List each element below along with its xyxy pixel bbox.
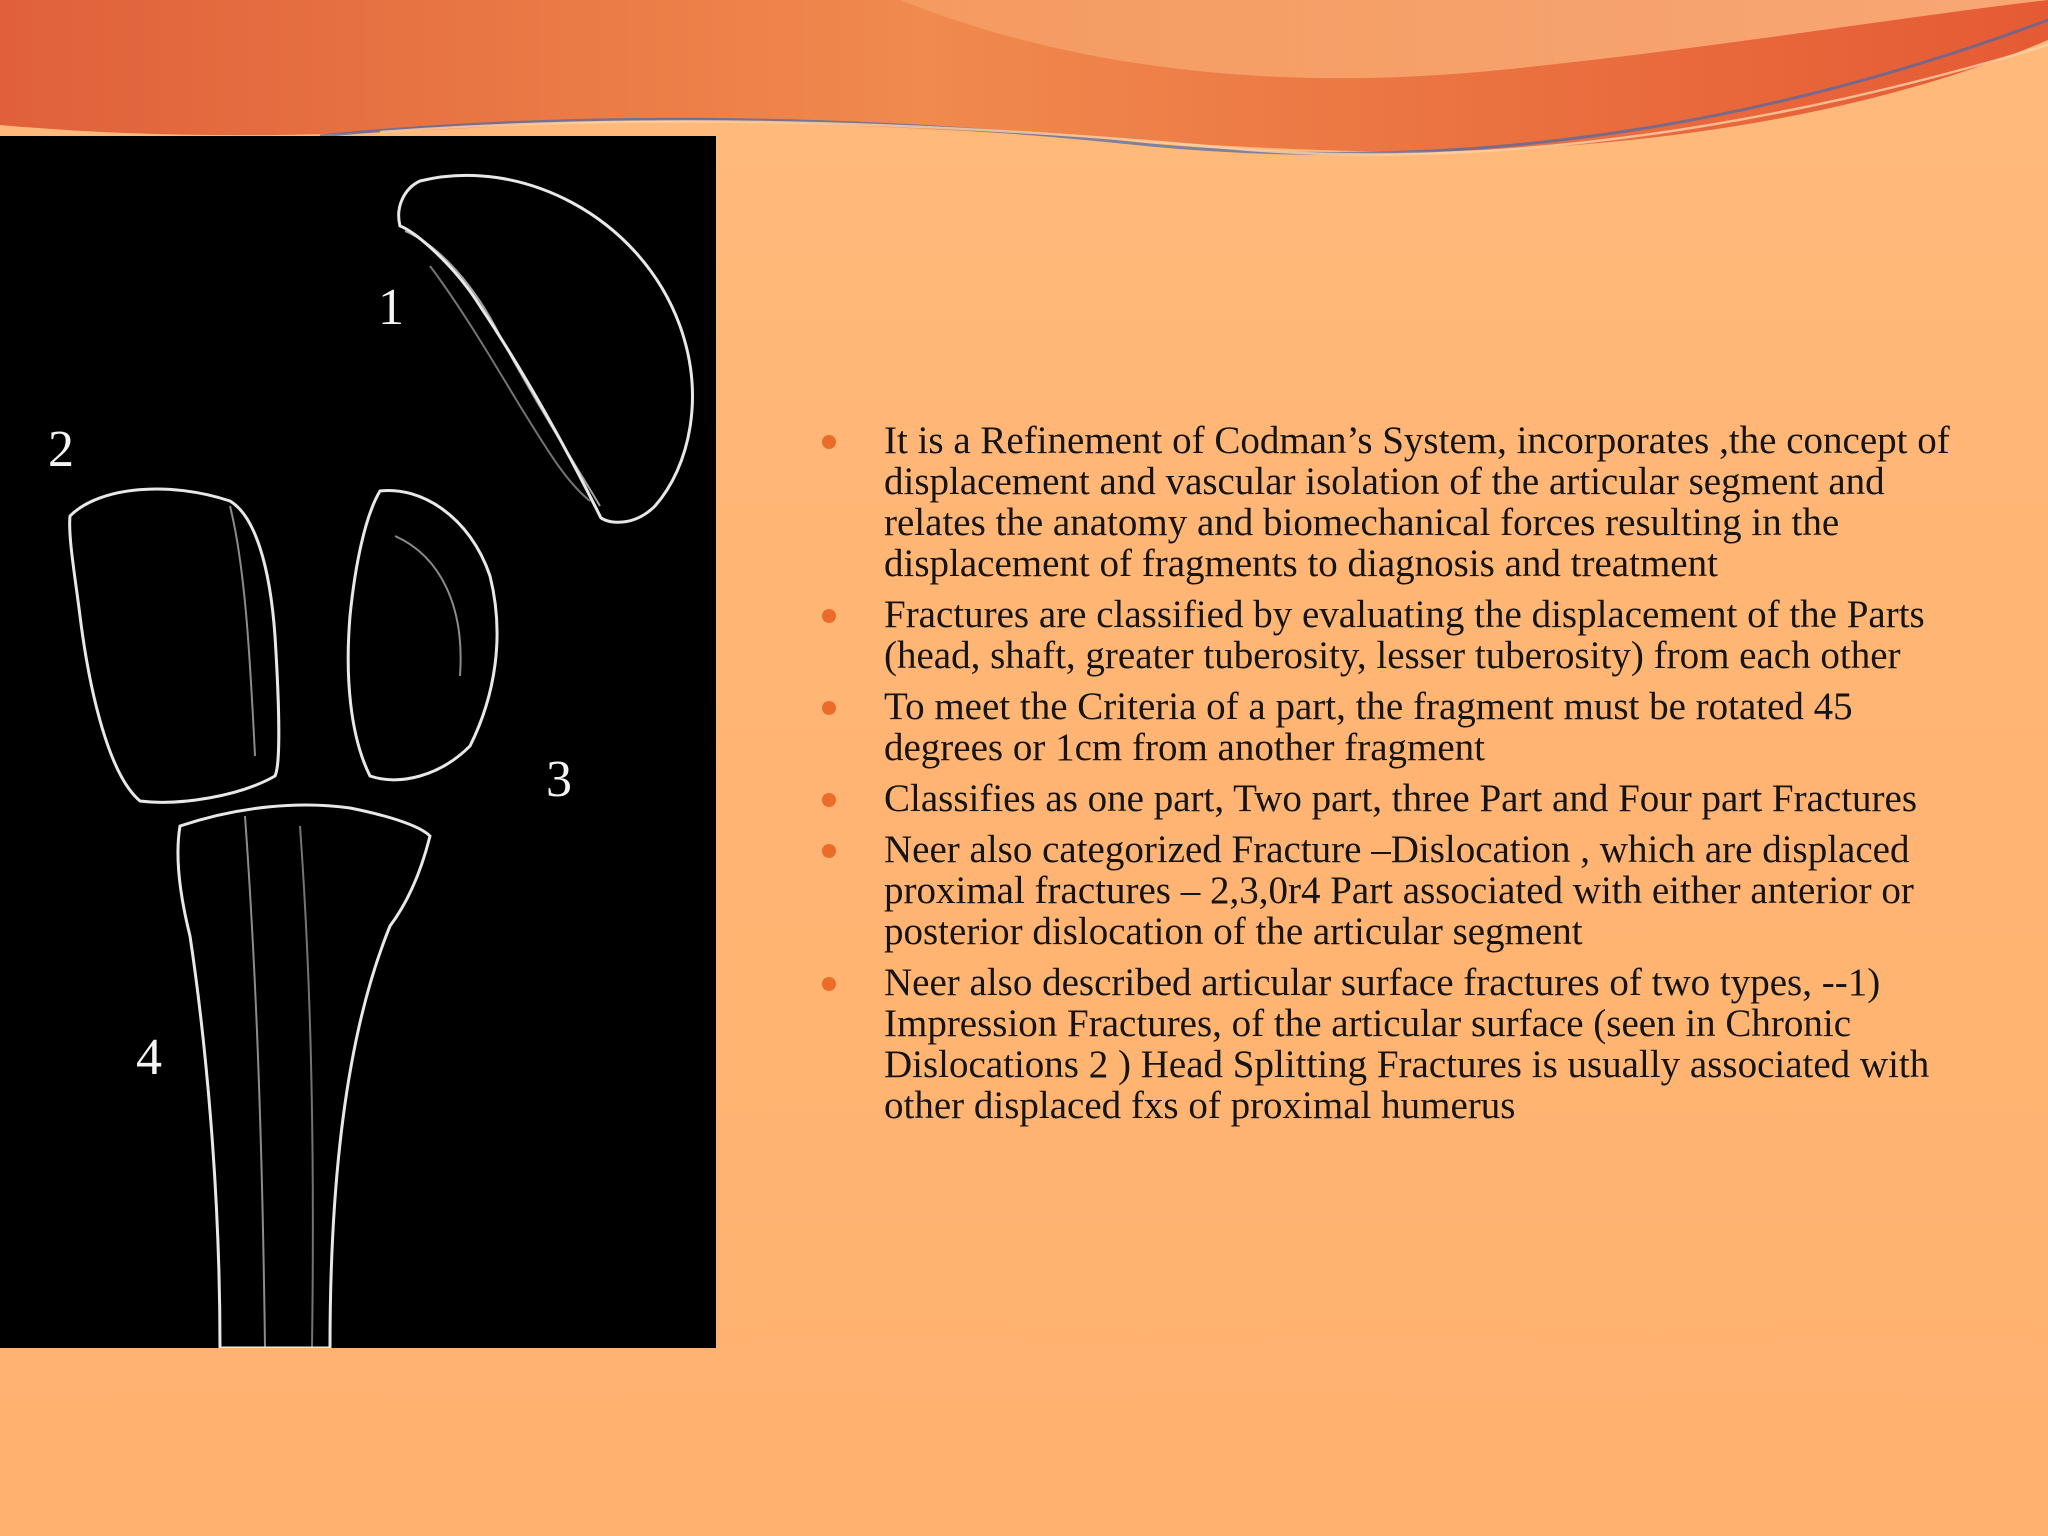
figure-label-1: 1: [378, 279, 404, 336]
bullet-dot-icon: [822, 977, 836, 991]
bullet-dot-icon: [822, 435, 836, 449]
bullet-item: [822, 594, 1962, 676]
bullet-dot-icon: [822, 609, 836, 623]
bullet-item: [822, 829, 1962, 952]
bullet-item: [822, 420, 1962, 584]
fragment-head: [399, 175, 693, 522]
bullet-text: Fractures are classified by evaluating the displacement of the Parts (head, shaft, greater tuberosity, lesser tuberosity) from each other: [884, 593, 1925, 677]
bullet-text: Classifies as one part, Two part, three Part and Four part Fractures: [884, 777, 1918, 820]
bullet-item: [822, 686, 1962, 768]
bullet-item: [822, 778, 1962, 819]
bullet-text: It is a Refinement of Codman’s System, incorporates ,the concept of displacement and vascular isolation of the articular segment and relates the anatomy and biomechanical forces resulting in the displacement of fragments to diagnosis and treatment: [884, 419, 1950, 585]
figure-label-2: 2: [48, 421, 74, 478]
fragment-lesser-tuberosity: [348, 490, 497, 779]
bullet-list: [822, 420, 1962, 1136]
bullet-dot-icon: [822, 793, 836, 807]
bullet-text: Neer also described articular surface fractures of two types, --1) Impression Fractures, of the articular surface (seen in Chronic Dislocations 2 ) Head Splitting Fractures is usually associated with other displaced fxs of proximal humerus: [884, 961, 1930, 1127]
bullet-item: [822, 962, 1962, 1126]
bullet-text: Neer also categorized Fracture –Dislocation , which are displaced proximal fractures – 2,3,0r4 Part associated with either anterior or posterior dislocation of the articular segment: [884, 828, 1914, 953]
figure-label-4: 4: [136, 1029, 162, 1086]
figure-label-3: 3: [546, 751, 572, 808]
bullet-text: To meet the Criteria of a part, the fragment must be rotated 45 degrees or 1cm from another fragment: [884, 685, 1853, 769]
humerus-fragments-drawing: [0, 136, 716, 1348]
neer-fragments-figure: [0, 136, 716, 1348]
bullet-dot-icon: [822, 701, 836, 715]
fragment-greater-tuberosity: [70, 489, 279, 802]
bullet-dot-icon: [822, 844, 836, 858]
